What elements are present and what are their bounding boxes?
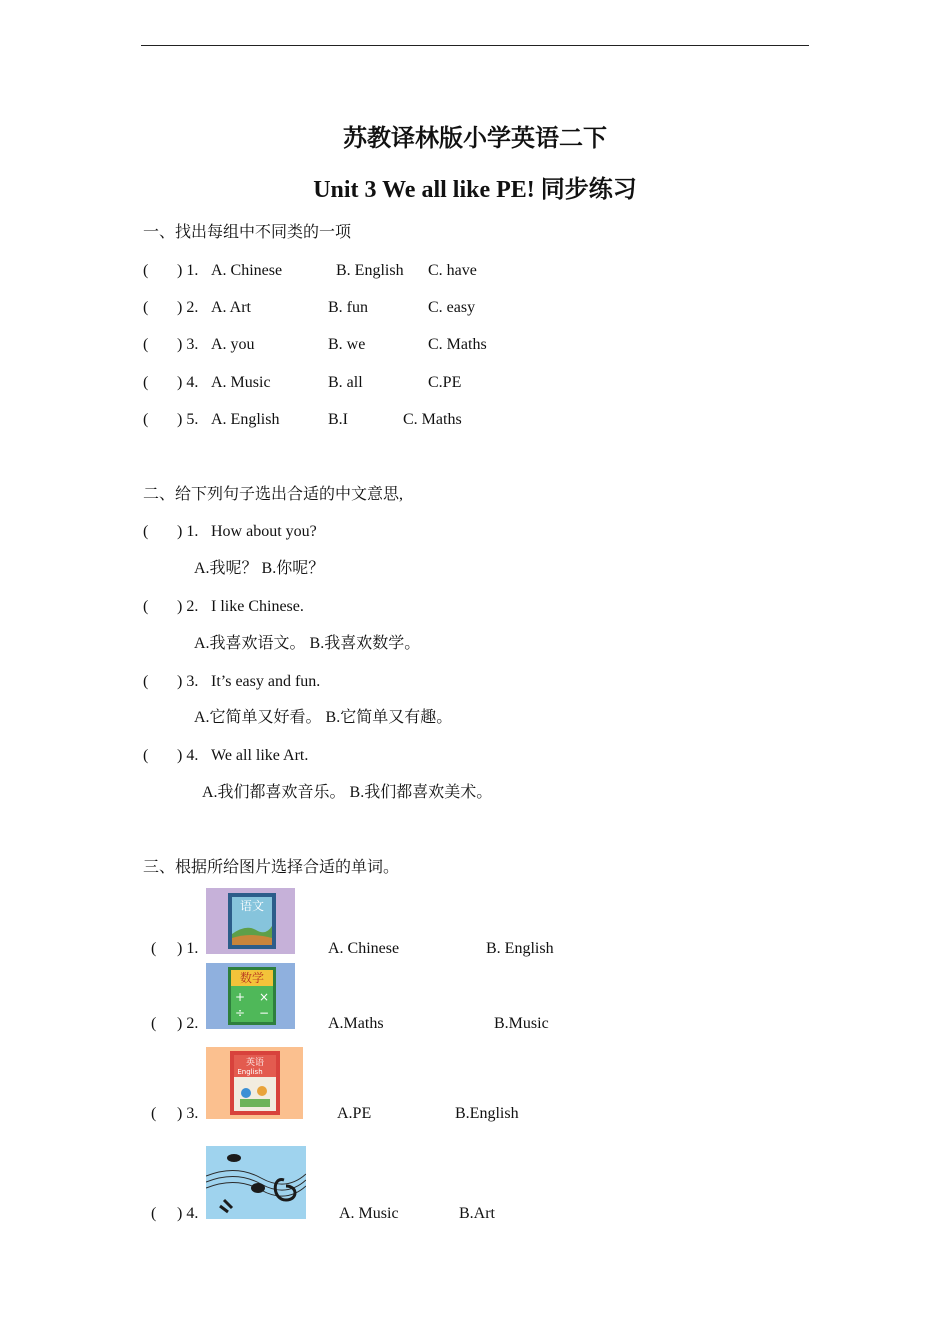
option-a: A. Music <box>339 1205 399 1222</box>
answer-blank[interactable]: ( <box>151 940 157 957</box>
option-a: A. Chinese <box>328 940 400 957</box>
answer-blank[interactable]: ( <box>143 299 149 316</box>
answer-blank[interactable]: ( <box>151 1015 157 1032</box>
answer-blank[interactable]: ( <box>143 598 149 615</box>
book-cover-text: 数学 <box>239 971 265 985</box>
section2-question <box>143 671 763 693</box>
question-number: ) 3. <box>177 1105 199 1122</box>
svg-text:+: + <box>234 990 246 1004</box>
option-b: B. we <box>328 336 366 353</box>
question-number: ) 4. <box>177 1205 199 1222</box>
answer-options: A.它简单又好看。 B.它简单又有趣。 <box>194 709 453 726</box>
section1-question <box>143 409 763 431</box>
section1-question <box>143 334 763 356</box>
svg-text:×: × <box>258 990 270 1004</box>
question-number: ) 3. <box>177 673 199 690</box>
question-number: ) 1. <box>177 523 199 540</box>
svg-text:÷: ÷ <box>234 1006 246 1020</box>
answer-blank[interactable]: ( <box>151 1205 157 1222</box>
option-b: B.Music <box>494 1015 549 1032</box>
section1-question <box>143 260 763 282</box>
option-c: C. easy <box>428 299 476 316</box>
question-number: ) 1. <box>177 262 199 279</box>
section2-question <box>143 521 763 543</box>
option-b: B. English <box>486 940 554 957</box>
answer-options: A.我喜欢语文。 B.我喜欢数学。 <box>194 635 421 652</box>
option-a: A. English <box>211 411 280 428</box>
option-b: B.I <box>328 411 348 428</box>
answer-blank[interactable]: ( <box>143 523 149 540</box>
section3-question <box>143 1013 763 1035</box>
section3-question <box>143 938 763 960</box>
section2-question <box>143 745 763 767</box>
option-b: B.English <box>455 1105 519 1122</box>
answer-blank[interactable]: ( <box>143 411 149 428</box>
option-b: B. all <box>328 374 363 391</box>
option-b: B. English <box>336 262 404 279</box>
option-a: A. Music <box>211 374 271 391</box>
question-number: ) 2. <box>177 299 199 316</box>
header-rule <box>141 45 809 46</box>
section1-heading: 一、找出每组中不同类的一项 <box>143 224 352 241</box>
question-sentence: I like Chinese. <box>211 598 304 615</box>
section2-question <box>143 596 763 618</box>
option-a: A.PE <box>337 1105 372 1122</box>
option-a: A. Chinese <box>211 262 283 279</box>
section1-question <box>143 297 763 319</box>
option-a: A.Maths <box>328 1015 384 1032</box>
question-sentence: It’s easy and fun. <box>211 673 321 690</box>
option-c: C. have <box>428 262 477 279</box>
option-b: B. fun <box>328 299 368 316</box>
answer-blank[interactable]: ( <box>143 374 149 391</box>
option-c: C.PE <box>428 374 462 391</box>
section2-heading: 二、给下列句子选出合适的中文意思, <box>143 486 404 503</box>
option-a: A. you <box>211 336 255 353</box>
option-b: B.Art <box>459 1205 495 1222</box>
book-cover-text: 语文 <box>239 899 265 913</box>
page-subtitle: Unit 3 We all like PE! 同步练习 <box>313 177 637 203</box>
question-number: ) 1. <box>177 940 199 957</box>
section3-heading: 三、根据所给图片选择合适的单词。 <box>143 859 400 876</box>
section1-question <box>143 372 763 394</box>
book-cover-subtext: English <box>237 1068 263 1076</box>
book-cover-text: 英语 <box>245 1058 265 1068</box>
question-number: ) 2. <box>177 1015 199 1032</box>
answer-blank[interactable]: ( <box>143 336 149 353</box>
question-number: ) 3. <box>177 336 199 353</box>
option-c: C. Maths <box>428 336 487 353</box>
question-sentence: We all like Art. <box>211 747 309 764</box>
question-number: ) 4. <box>177 374 199 391</box>
answer-blank[interactable]: ( <box>143 747 149 764</box>
svg-text:−: − <box>258 1006 270 1020</box>
option-a: A. Art <box>211 299 251 316</box>
question-number: ) 4. <box>177 747 199 764</box>
option-c: C. Maths <box>403 411 462 428</box>
question-number: ) 5. <box>177 411 199 428</box>
section3-question <box>143 1103 763 1125</box>
answer-blank[interactable]: ( <box>143 262 149 279</box>
page-title: 苏教译林版小学英语二下 <box>343 126 607 152</box>
section3-question <box>143 1203 763 1225</box>
answer-blank[interactable]: ( <box>151 1105 157 1122</box>
answer-blank[interactable]: ( <box>143 673 149 690</box>
question-number: ) 2. <box>177 598 199 615</box>
answer-options: A.我们都喜欢音乐。 B.我们都喜欢美术。 <box>202 784 493 801</box>
answer-options: A.我呢？ B.你呢？ <box>194 560 325 577</box>
question-sentence: How about you? <box>211 523 317 540</box>
